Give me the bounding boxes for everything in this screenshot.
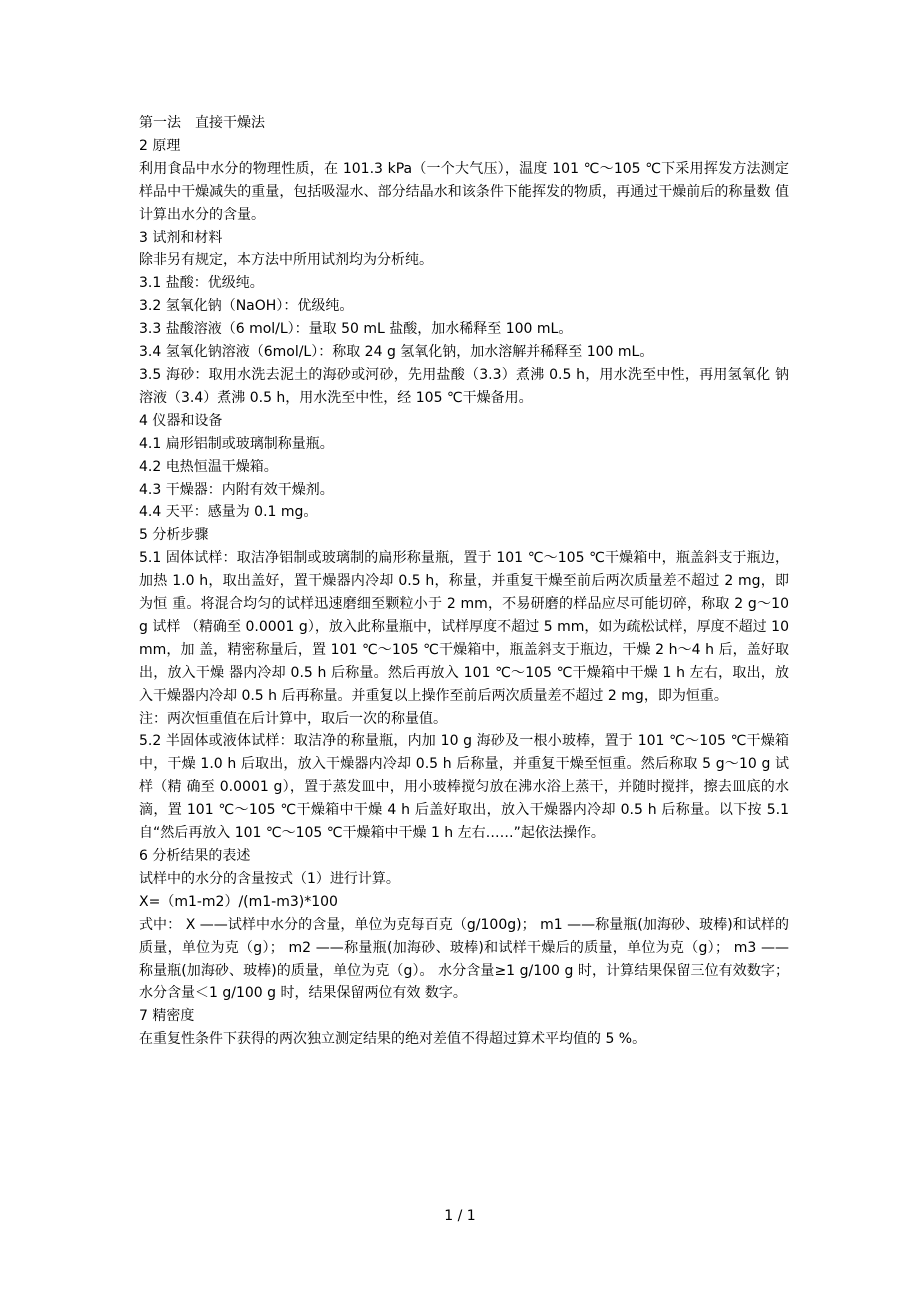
list-item: 3.1 盐酸：优级纯。 — [139, 275, 264, 292]
paragraph: 在重复性条件下获得的两次独立测定结果的绝对差值不得超过算术平均值的 5 %。 — [139, 1031, 647, 1048]
paragraph: 试样中的水分的含量按式（1）进行计算。 — [139, 870, 400, 887]
formula: X=（m1-m2）/(m1-m3)*100 — [139, 893, 338, 910]
list-item: 3.2 氢氧化钠（NaOH）：优级纯。 — [139, 298, 354, 315]
list-item: 4.4 天平：感量为 0.1 mg。 — [139, 504, 318, 521]
list-item: 3.5 海砂：取用水洗去泥土的海砂或河砂，先用盐酸（3.3）煮沸 0.5 h，用水洗至中性，再用氢氧化 钠溶液（3.4）煮沸 0.5 h，用水洗至中性，经 105 ℃干燥备用。 — [139, 366, 789, 406]
section-heading: 2 原理 — [139, 137, 181, 154]
list-item: 4.3 干燥器：内附有效干燥剂。 — [139, 481, 334, 498]
paragraph: 除非另有规定，本方法中所用试剂均为分析纯。 — [139, 252, 433, 269]
paragraph: 5.1 固体试样：取洁净铝制或玻璃制的扁形称量瓶，置于 101 ℃～105 ℃干燥箱中，瓶盖斜支于瓶边， 加热 1.0 h，取出盖好，置干燥器内冷却 0.5 h，称量，并重复干燥至前后两次质量差不超过 2 mg，即为恒 重。将混合均匀的试样迅速磨细至颗粒小于 2 mm，不易研磨的样品应尽可能切碎，称取 2 g～10 g 试样 （精确至 0.0001 g），放入此称量瓶中，试样厚度不超过 5 mm，如为疏松试样，厚度不超过 10 mm，加 盖，精密称量后，置 101 ℃～105 ℃干燥箱中，瓶盖斜支于瓶边，干燥 2 h～4 h 后，盖好取出，放入干燥 器内冷却 0.5 h 后称量。然后再放入 101 ℃～105 ℃干燥箱中干燥 1 h 左右，取出，放入干燥器内冷却 0.5 h 后再称量。并重复以上操作至前后两次质量差不超过 2 mg，即为恒重。 — [139, 550, 789, 704]
page-number: 1 / 1 — [444, 1208, 476, 1224]
section-heading: 第一法 直接干燥法 — [139, 115, 265, 131]
paragraph: 式中： X ——试样中水分的含量，单位为克每百克（g/100g)； m1 ——称量瓶(加海砂、玻棒)和试样的质量，单位为克（g）； m2 ——称量瓶(加海砂、玻棒)和试样干燥后的质量，单位为克（g）； m3 ——称量瓶(加海砂、玻棒)的质量，单位为克（g）。 水分含量≥1 g/100 g 时，计算结果保留三位有效数字；水分含量＜1 g/100 g 时，结果保留两位有效 数字。 — [139, 916, 789, 1002]
list-item: 3.3 盐酸溶液（6 mol/L）：量取 50 mL 盐酸，加水稀释至 100 mL。 — [139, 321, 573, 338]
section-heading: 6 分析结果的表述 — [139, 848, 251, 864]
paragraph: 利用食品中水分的物理性质，在 101.3 kPa（一个大气压），温度 101 ℃～105 ℃下采用挥发方法测定 样品中干燥减失的重量，包括吸湿水、部分结晶水和该条件下能挥发的物质，再通过干燥前后的称量数 值计算出水分的含量。 — [139, 160, 789, 223]
list-item: 4.1 扁形铝制或玻璃制称量瓶。 — [139, 435, 334, 452]
list-item: 3.4 氢氧化钠溶液（6mol/L）：称取 24 g 氢氧化钠，加水溶解并稀释至 100 mL。 — [139, 344, 654, 361]
section-heading: 5 分析步骤 — [139, 527, 209, 544]
document-body — [139, 112, 789, 1051]
section-heading: 4 仪器和设备 — [139, 412, 223, 429]
section-heading: 7 精密度 — [139, 1008, 195, 1025]
note: 注：两次恒重值在后计算中，取后一次的称量值。 — [139, 710, 447, 727]
list-item: 4.2 电热恒温干燥箱。 — [139, 458, 278, 475]
section-heading: 3 试剂和材料 — [139, 229, 223, 246]
paragraph: 5.2 半固体或液体试样：取洁净的称量瓶，内加 10 g 海砂及一根小玻棒，置于 101 ℃～105 ℃干燥箱 中，干燥 1.0 h 后取出，放入干燥器内冷却 0.5 h 后称量，并重复干燥至恒重。然后称取 5 g～10 g 试样（精 确至 0.0001 g），置于蒸发皿中，用小玻棒搅匀放在沸水浴上蒸干，并随时搅拌，擦去皿底的水滴，置 101 ℃～105 ℃干燥箱中干燥 4 h 后盖好取出，放入干燥器内冷却 0.5 h 后称量。以下按 5.1 自“然后再放入 101 ℃～105 ℃干燥箱中干燥 1 h 左右……”起依法操作。 — [139, 733, 789, 842]
